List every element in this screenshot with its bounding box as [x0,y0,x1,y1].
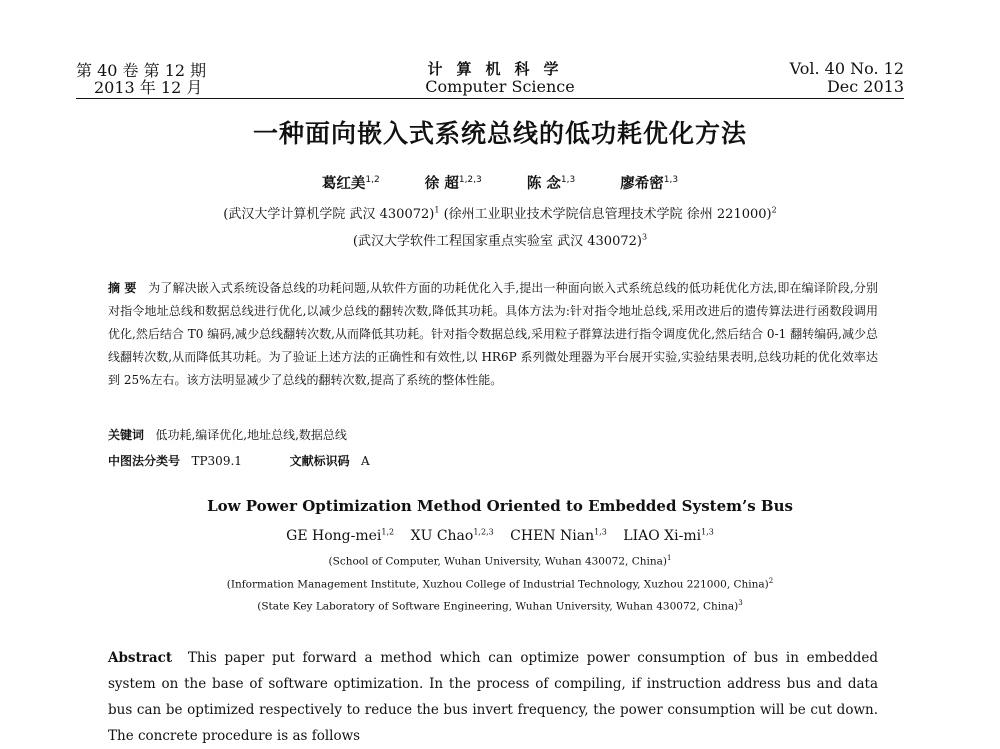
author-en: XU Chao$^{1,2,3}$ [410,527,494,544]
affiliation-en: (School of Computer, Wuhan University, Wuhan 430072, China)$^1$ [328,554,672,568]
keywords-zh [108,426,347,443]
abstract-en-text: This paper put forward a method which can optimize power consumption of bus in embedded system on the base of software optimization. In the process of compiling, if instruction address bus and data bus can be optimized respectively to reduce the bus invert frequency, the power consumption will be cut down. The concrete procedure is as follows [108,650,878,744]
author-zh: 徐 超$^{1,2,3}$ [424,175,482,192]
keywords-label: 关键词 [108,428,145,442]
affiliation-en: (State Key Laboratory of Software Engineering, Wuhan University, Wuhan 430072, China)$^3$ [257,599,743,613]
paper-title-zh: 一种面向嵌入式系统总线的低功耗优化方法 [252,119,747,148]
abstract-zh-label: 摘 要 [108,281,137,295]
date-en: Dec 2013 [826,77,904,96]
classification-label: 中图法分类号 [108,454,181,468]
paper-title-en: Low Power Optimization Method Oriented to Embedded System’s Bus [207,497,793,515]
author-zh: 陈 念$^{1,3}$ [526,175,576,192]
classification-value: TP309.1 [191,454,242,468]
date-zh: 2013 年 12 月 [94,78,203,97]
volume-issue-en: Vol. 40 No. 12 [789,59,904,78]
author-en: GE Hong-mei$^{1,2}$ [286,527,395,544]
journal-name-zh: 计算机科学 [427,60,573,78]
volume-issue-zh: 第 40 卷 第 12 期 [76,61,207,80]
author-zh: 廖希密$^{1,3}$ [620,175,679,192]
classification-line [108,452,370,469]
doc-code-label: 文献标识码 [289,454,350,468]
author-en: LIAO Xi-mi$^{1,3}$ [623,527,714,544]
journal-issue-en [790,60,904,96]
abstract-en [108,645,878,749]
author-zh: 葛红美$^{1,2}$ [321,175,380,192]
affiliation-zh: (武汉大学计算机学院 武汉 430072)$^1$ (徐州工业职业技术学院信息管理技术学院 徐州 221000)$^2$ [223,205,777,222]
affiliation-zh: (武汉大学软件工程国家重点实验室 武汉 430072)$^3$ [352,232,648,249]
abstract-zh [108,277,878,392]
doc-code-value: A [361,454,370,468]
affiliation-en: (Information Management Institute, Xuzhou College of Industrial Technology, Xuzhou 221000, China)$^2$ [226,577,774,591]
journal-name-en: Computer Science [425,77,575,96]
authors-zh [0,172,1000,193]
abstract-zh-text: 为了解决嵌入式系统设备总线的功耗问题,从软件方面的功耗优化入手,提出一种面向嵌入式系统总线的低功耗优化方法,即在编译阶段,分别对指令地址总线和数据总线进行优化,以减少总线的翻转次数,降低其功耗。具体方法为:针对指令地址总线,采用改进后的遗传算法进行函数段调用优化,然后结合 T0 编码,减少总线翻转次数,从而降低其功耗。针对指令数据总线,采用粒子群算法进行指令调度优化,然后结合 0-1 翻转编码,减少总线翻转次数,从而降低其功耗。为了验证上述方法的正确性和有效性,以 HR6P 系列微处理器为平台展开实验,实验结果表明,总线功耗的优化效率达到 25%左右。该方法明显减少了总线的翻转次数,提高了系统的整体性能。 [108,281,878,387]
keywords-text: 低功耗,编译优化,地址总线,数据总线 [155,428,347,442]
authors-en [0,527,1000,544]
abstract-en-label: Abstract [108,650,173,666]
author-en: CHEN Nian$^{1,3}$ [510,527,607,544]
header-rule [76,98,904,99]
